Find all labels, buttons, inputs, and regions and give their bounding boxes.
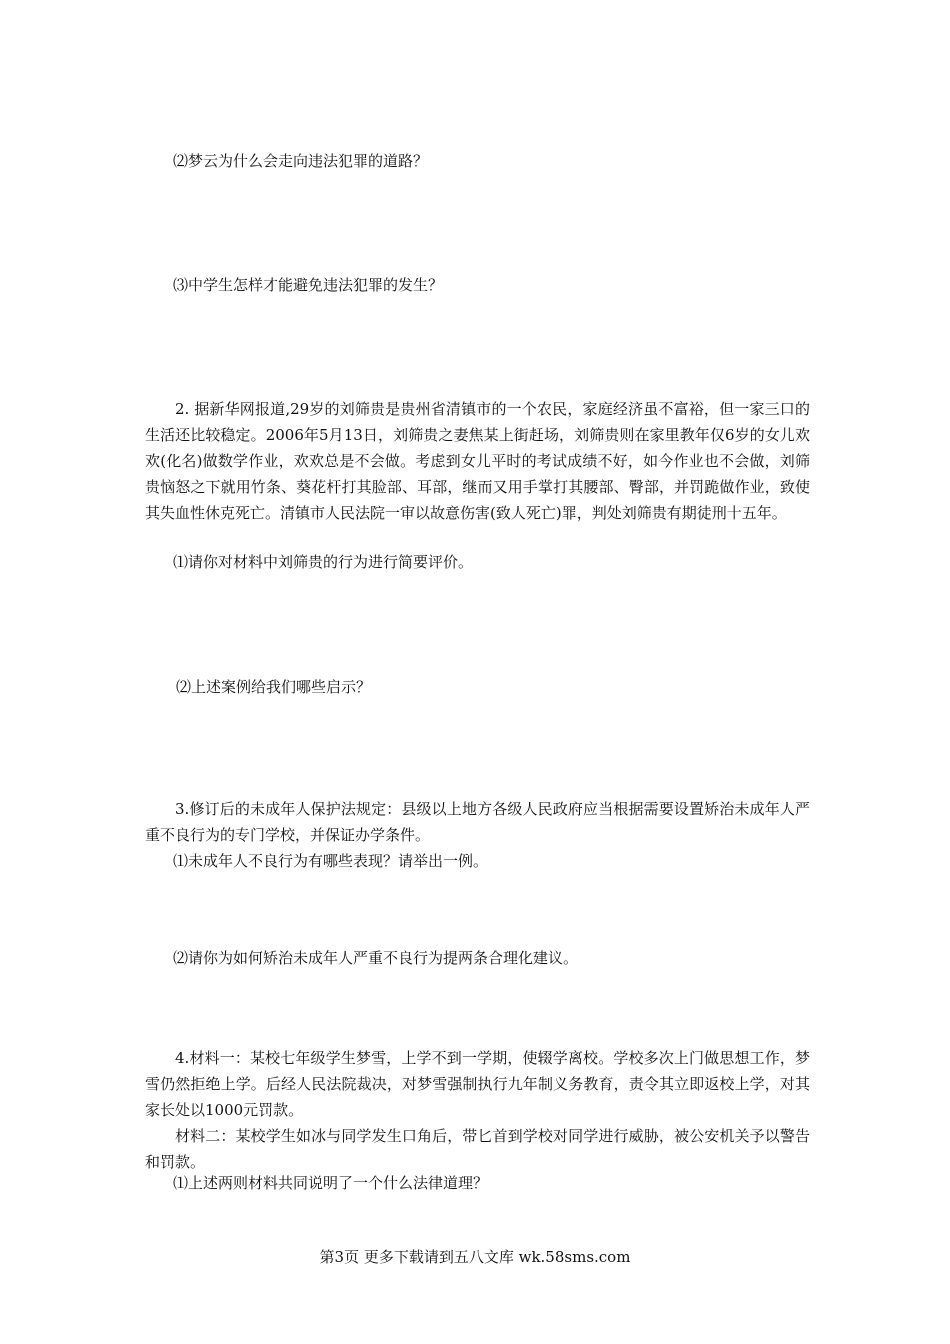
question-2-part-1: ⑴请你对材料中刘筛贵的行为进行简要评价。	[173, 553, 474, 571]
question-2-stem: 2. 据新华网报道,29岁的刘筛贵是贵州省清镇市的一个农民，家庭经济虽不富裕，但一家三口的生活还比较稳定。2006年5月13日，刘筛贵之妻焦某上街赶场，刘筛贵则在家里教年仅6岁的女儿欢欢(化名)做数学作业，欢欢总是不会做。考虑到女儿平时的考试成绩不好，如今作业也不会做，刘筛贵恼怒之下就用竹条、葵花杆打其脸部、耳部，继而又用手掌打其腰部、臀部，并罚跪做作业，致使其失血性休克死亡。清镇市人民法院一审以故意伤害(致人死亡)罪，判处刘筛贵有期徒刑十五年。	[145, 400, 810, 522]
question-4-material-1: 4.材料一：某校七年级学生梦雪，上学不到一学期，使辍学离校。学校多次上门做思想工作，梦雪仍然拒绝上学。后经人民法院裁决，对梦雪强制执行九年制义务教育，责令其立即返校上学，对其家长处以1000元罚款。	[145, 1049, 810, 1119]
question-1-part-2: ⑵梦云为什么会走向违法犯罪的道路？	[173, 152, 429, 170]
question-1-part-3: ⑶中学生怎样才能避免违法犯罪的发生？	[173, 276, 444, 294]
question-2-part-2: ⑵上述案例给我们哪些启示？	[176, 678, 372, 696]
page-footer: 第3页 更多下载请到五八文库 wk.58sms.com	[319, 1248, 631, 1266]
question-3-stem: 3.修订后的未成年人保护法规定：县级以上地方各级人民政府应当根据需要设置矫治未成年人严重不良行为的专门学校，并保证办学条件。	[145, 800, 810, 844]
question-4-material-2: 材料二：某校学生如冰与同学发生口角后，带匕首到学校对同学进行威胁，被公安机关予以警告和罚款。	[145, 1127, 810, 1171]
question-3-part-1: ⑴未成年人不良行为有哪些表现？请举出一例。	[173, 852, 489, 870]
question-4-part-1: ⑴上述两则材料共同说明了一个什么法律道理？	[173, 1174, 489, 1192]
question-3-part-2: ⑵请你为如何矫治未成年人严重不良行为提两条合理化建议。	[173, 949, 579, 967]
